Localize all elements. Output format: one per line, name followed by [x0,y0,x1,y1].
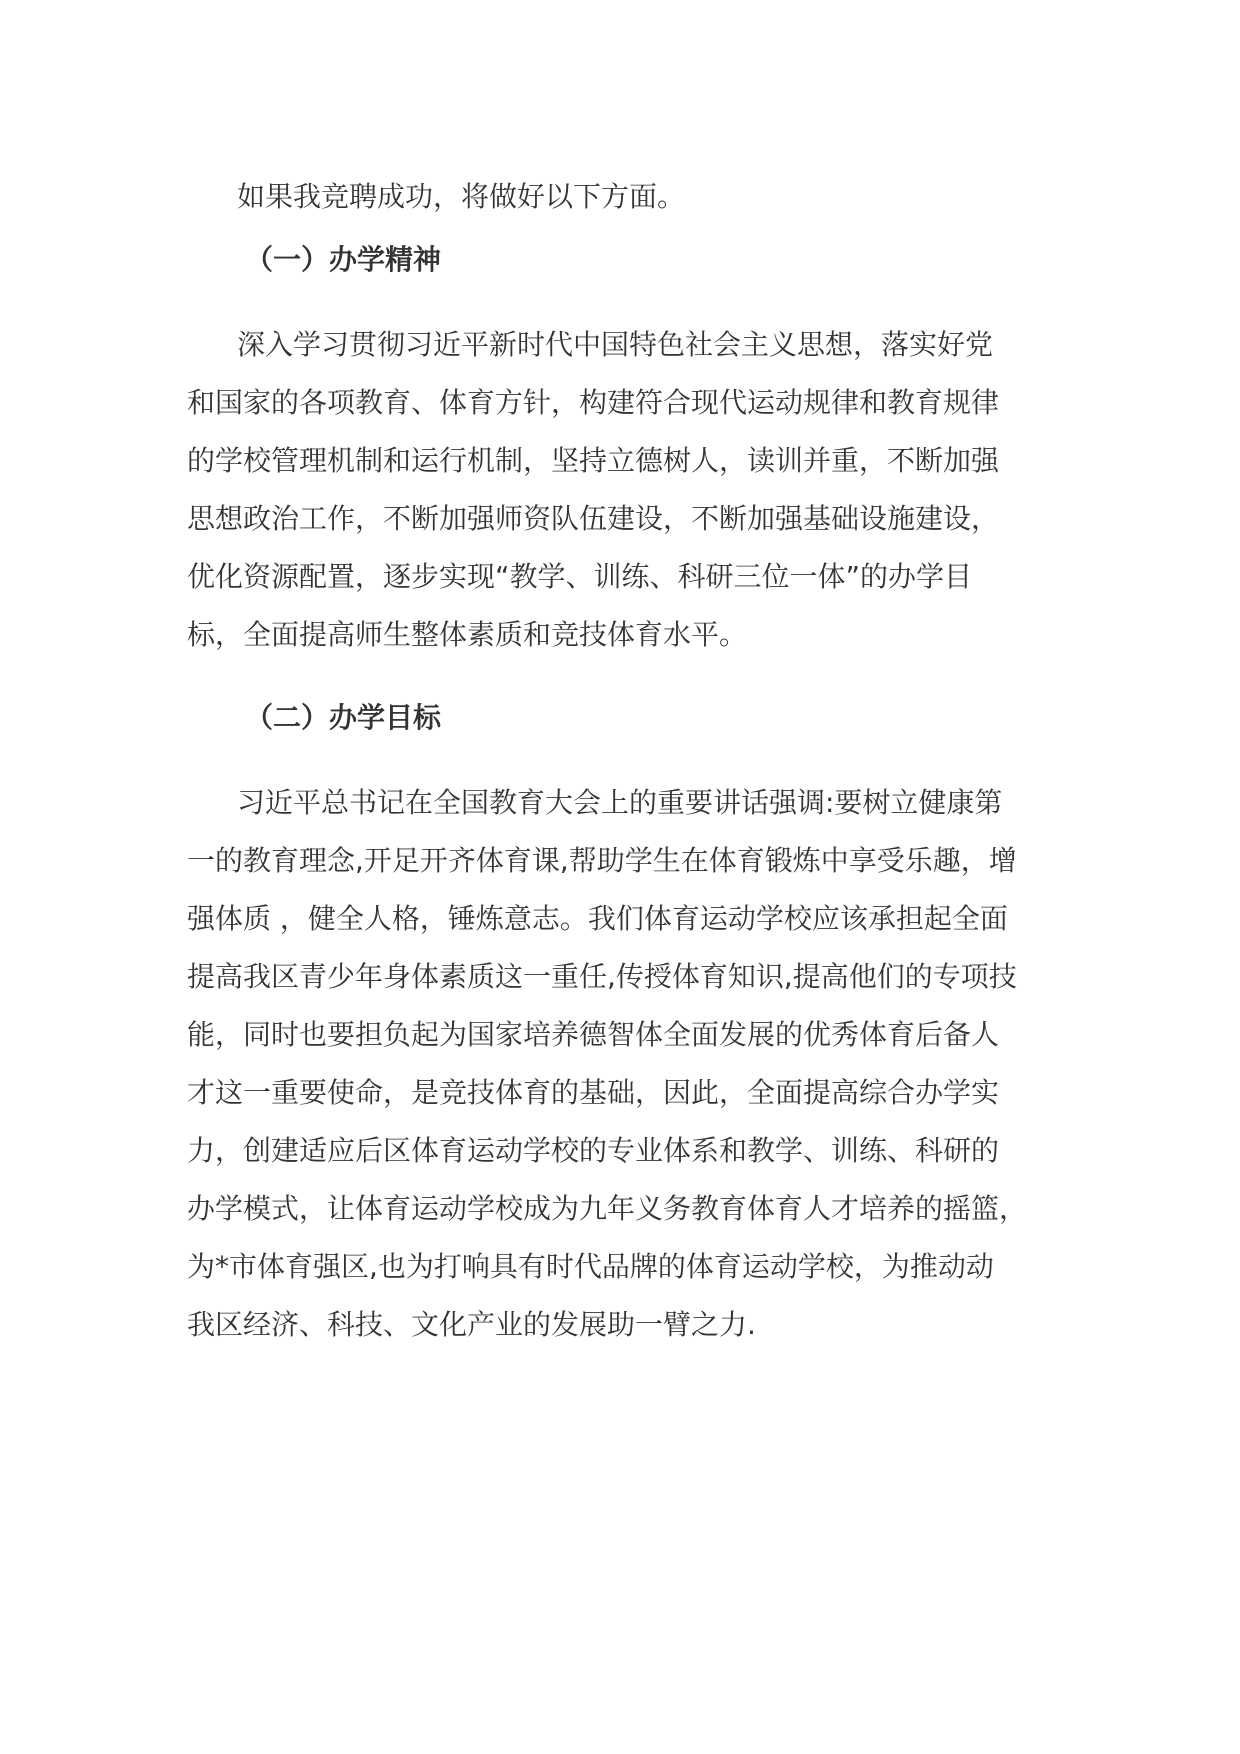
paragraph-line: 优化资源配置，逐步实现“教学、训练、科研三位一体”的办学目 [187,560,973,593]
paragraph-line: 和国家的各项教育、体育方针，构建符合现代运动规律和教育规律 [187,386,1000,419]
paragraph-line: 习近平总书记在全国教育大会上的重要讲话强调:要树立健康第 [237,786,1003,819]
paragraph-line: 标，全面提高师生整体素质和竞技体育水平。 [187,618,748,651]
paragraph-line: 深入学习贯彻习近平新时代中国特色社会主义思想，落实好党 [237,328,994,361]
paragraph-line: 办学模式，让体育运动学校成为九年义务教育体育人才培养的摇篮， [187,1192,1028,1225]
paragraph-line: 一的教育理念,开足开齐体育课,帮助学生在体育锻炼中享受乐趣，增 [187,844,1017,877]
paragraph-line: 的学校管理机制和运行机制，坚持立德树人，读训并重，不断加强 [187,444,1000,477]
section-heading-spirit: （一）办学精神 [245,243,442,276]
paragraph-line: 提高我区青少年身体素质这一重任,传授体育知识,提高他们的专项技 [187,960,1017,993]
paragraph-line: 思想政治工作，不断加强师资队伍建设，不断加强基础设施建设， [187,502,1000,535]
paragraph-line: 为*市体育强区,也为打响具有时代品牌的体育运动学校，为推动动 [187,1250,994,1283]
paragraph-line: 力，创建适应后区体育运动学校的专业体系和教学、训练、科研的 [187,1134,1000,1167]
paragraph-line: 强体质 ，健全人格，锤炼意志。我们体育运动学校应该承担起全面 [187,902,1008,935]
paragraph-line: 我区经济、科技、文化产业的发展助一臂之力. [187,1308,756,1341]
section-heading-goals: （二）办学目标 [245,701,442,734]
paragraph-line: 才这一重要使命，是竞技体育的基础，因此，全面提高综合办学实 [187,1076,1000,1109]
intro-paragraph: 如果我竞聘成功，将做好以下方面。 [237,180,686,213]
paragraph-line: 能，同时也要担负起为国家培养德智体全面发展的优秀体育后备人 [187,1018,1000,1051]
